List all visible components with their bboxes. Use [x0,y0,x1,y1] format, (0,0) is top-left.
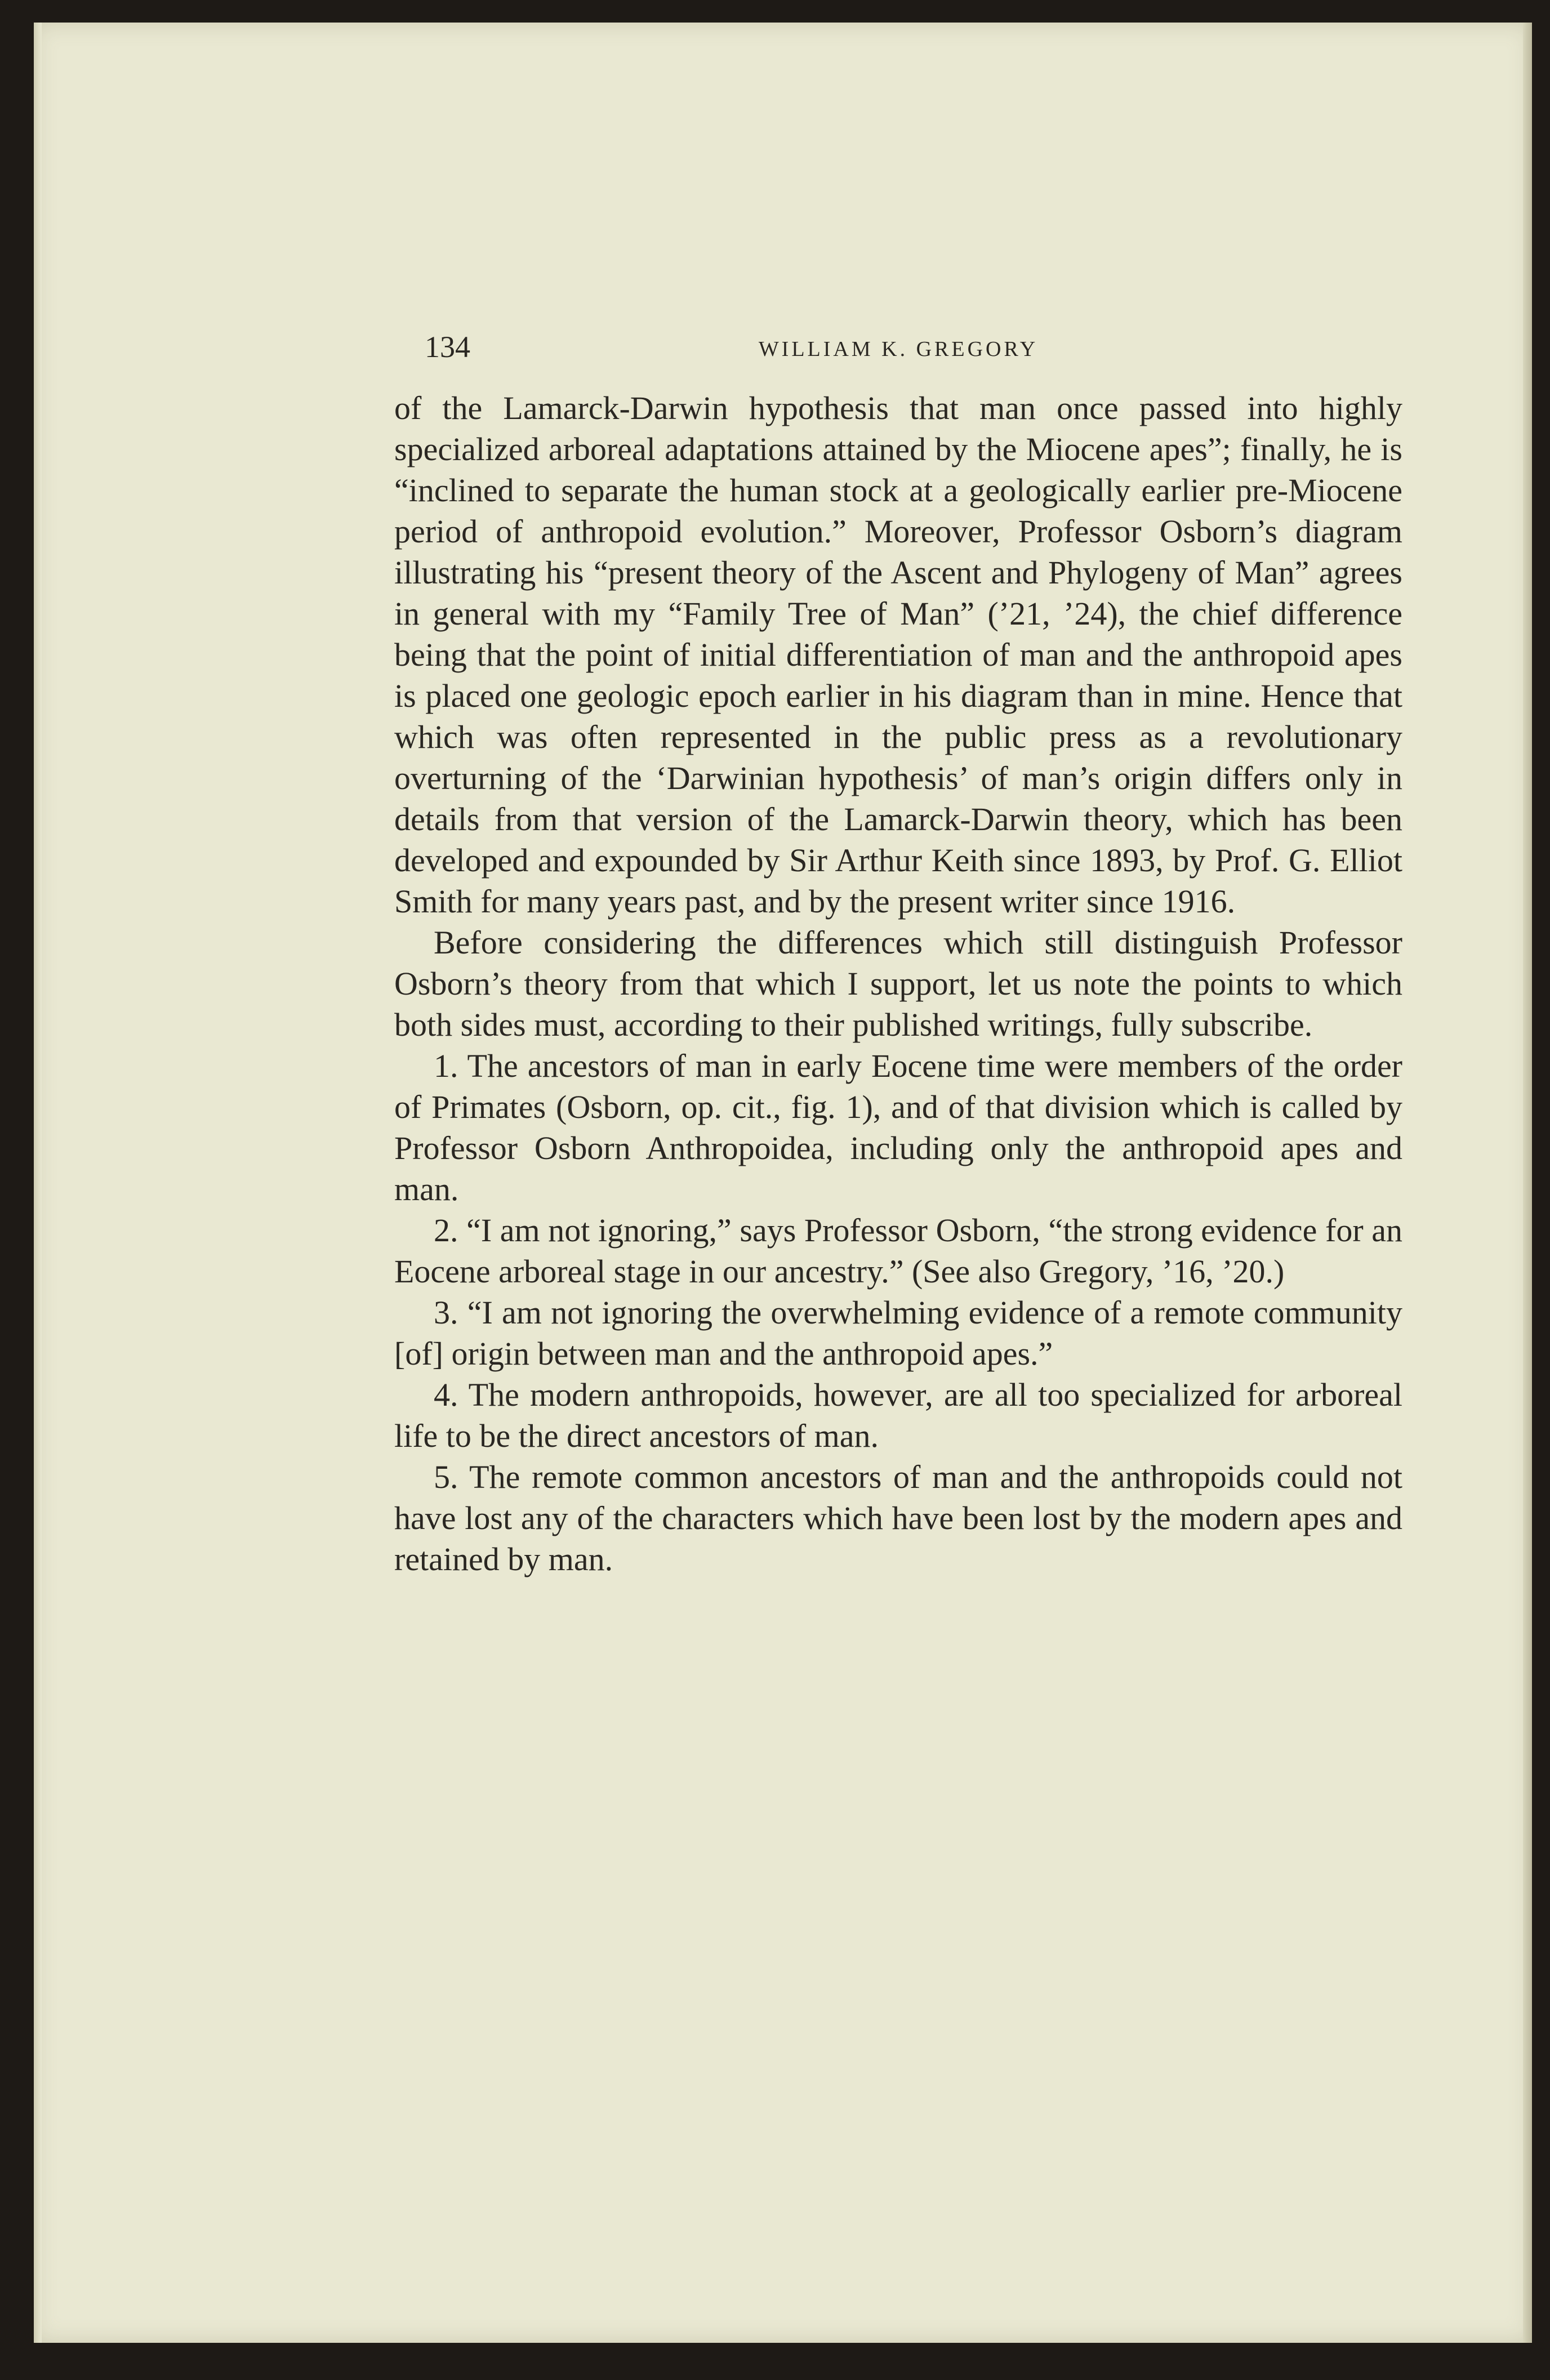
paragraph-continuation: of the Lamarck-Darwin hypothesis that man once passed into highly specialized arboreal adaptations attained by the Miocene apes”; finally, he is “inclined to separate the human stock at a geologically earlier pre-Miocene period of anthropoid evolution.” Moreover, Professor Osborn’s diagram illustrating his “present theory of the Ascent and Phylogeny of Man” agrees in general with my “Family Tree of Man” (’21, ’24), the chief difference being that the point of initial differentiation of man and the anthropoid apes is placed one geologic epoch earlier in his diagram than in mine. Hence that which was often represented in the public press as a revolutionary overturning of the ‘Darwinian hypothesis’ of man’s origin differs only in details from that version of the Lamarck-Darwin theory, which has been developed and expounded by Sir Arthur Keith since 1893, by Prof. G. Elliot Smith for many years past, and by the present writer since 1916. [394,390,1402,920]
page-right-edge [1523,23,1532,2343]
body-text [394,387,1402,1580]
numbered-point-3: 3. “I am not ignoring the overwhelming evidence of a remote community [of] origin between man and the anthropoid apes.” [394,1294,1402,1372]
book-page [34,23,1532,2343]
page-number: 134 [425,330,470,364]
running-head [394,324,1402,369]
paragraph-before-considering: Before considering the differences which still distinguish Professor Osborn’s theory from that which I support, let us note the points to which both sides must, according to their published writings, fully subscribe. [394,924,1402,1043]
page-left-edge [34,23,42,2343]
numbered-point-5: 5. The remote common ancestors of man and the anthropoids could not have lost any of the characters which have been lost by the modern apes and retained by man. [394,1459,1402,1577]
running-title: WILLIAM K. GREGORY [758,337,1039,361]
numbered-point-4: 4. The modern anthropoids, however, are all too specialized for arboreal life to be the direct ancestors of man. [394,1376,1402,1454]
numbered-point-1: 1. The ancestors of man in early Eocene time were members of the order of Primates (Osborn, op. cit., fig. 1), and of that division which is called by Professor Osborn Anthropoidea, including only the anthropoid apes and man. [394,1048,1402,1207]
numbered-point-2: 2. “I am not ignoring,” says Professor Osborn, “the strong evidence for an Eocene arboreal stage in our ancestry.” (See also Gregory, ’16, ’20.) [394,1212,1402,1290]
text-block [394,324,1402,1580]
